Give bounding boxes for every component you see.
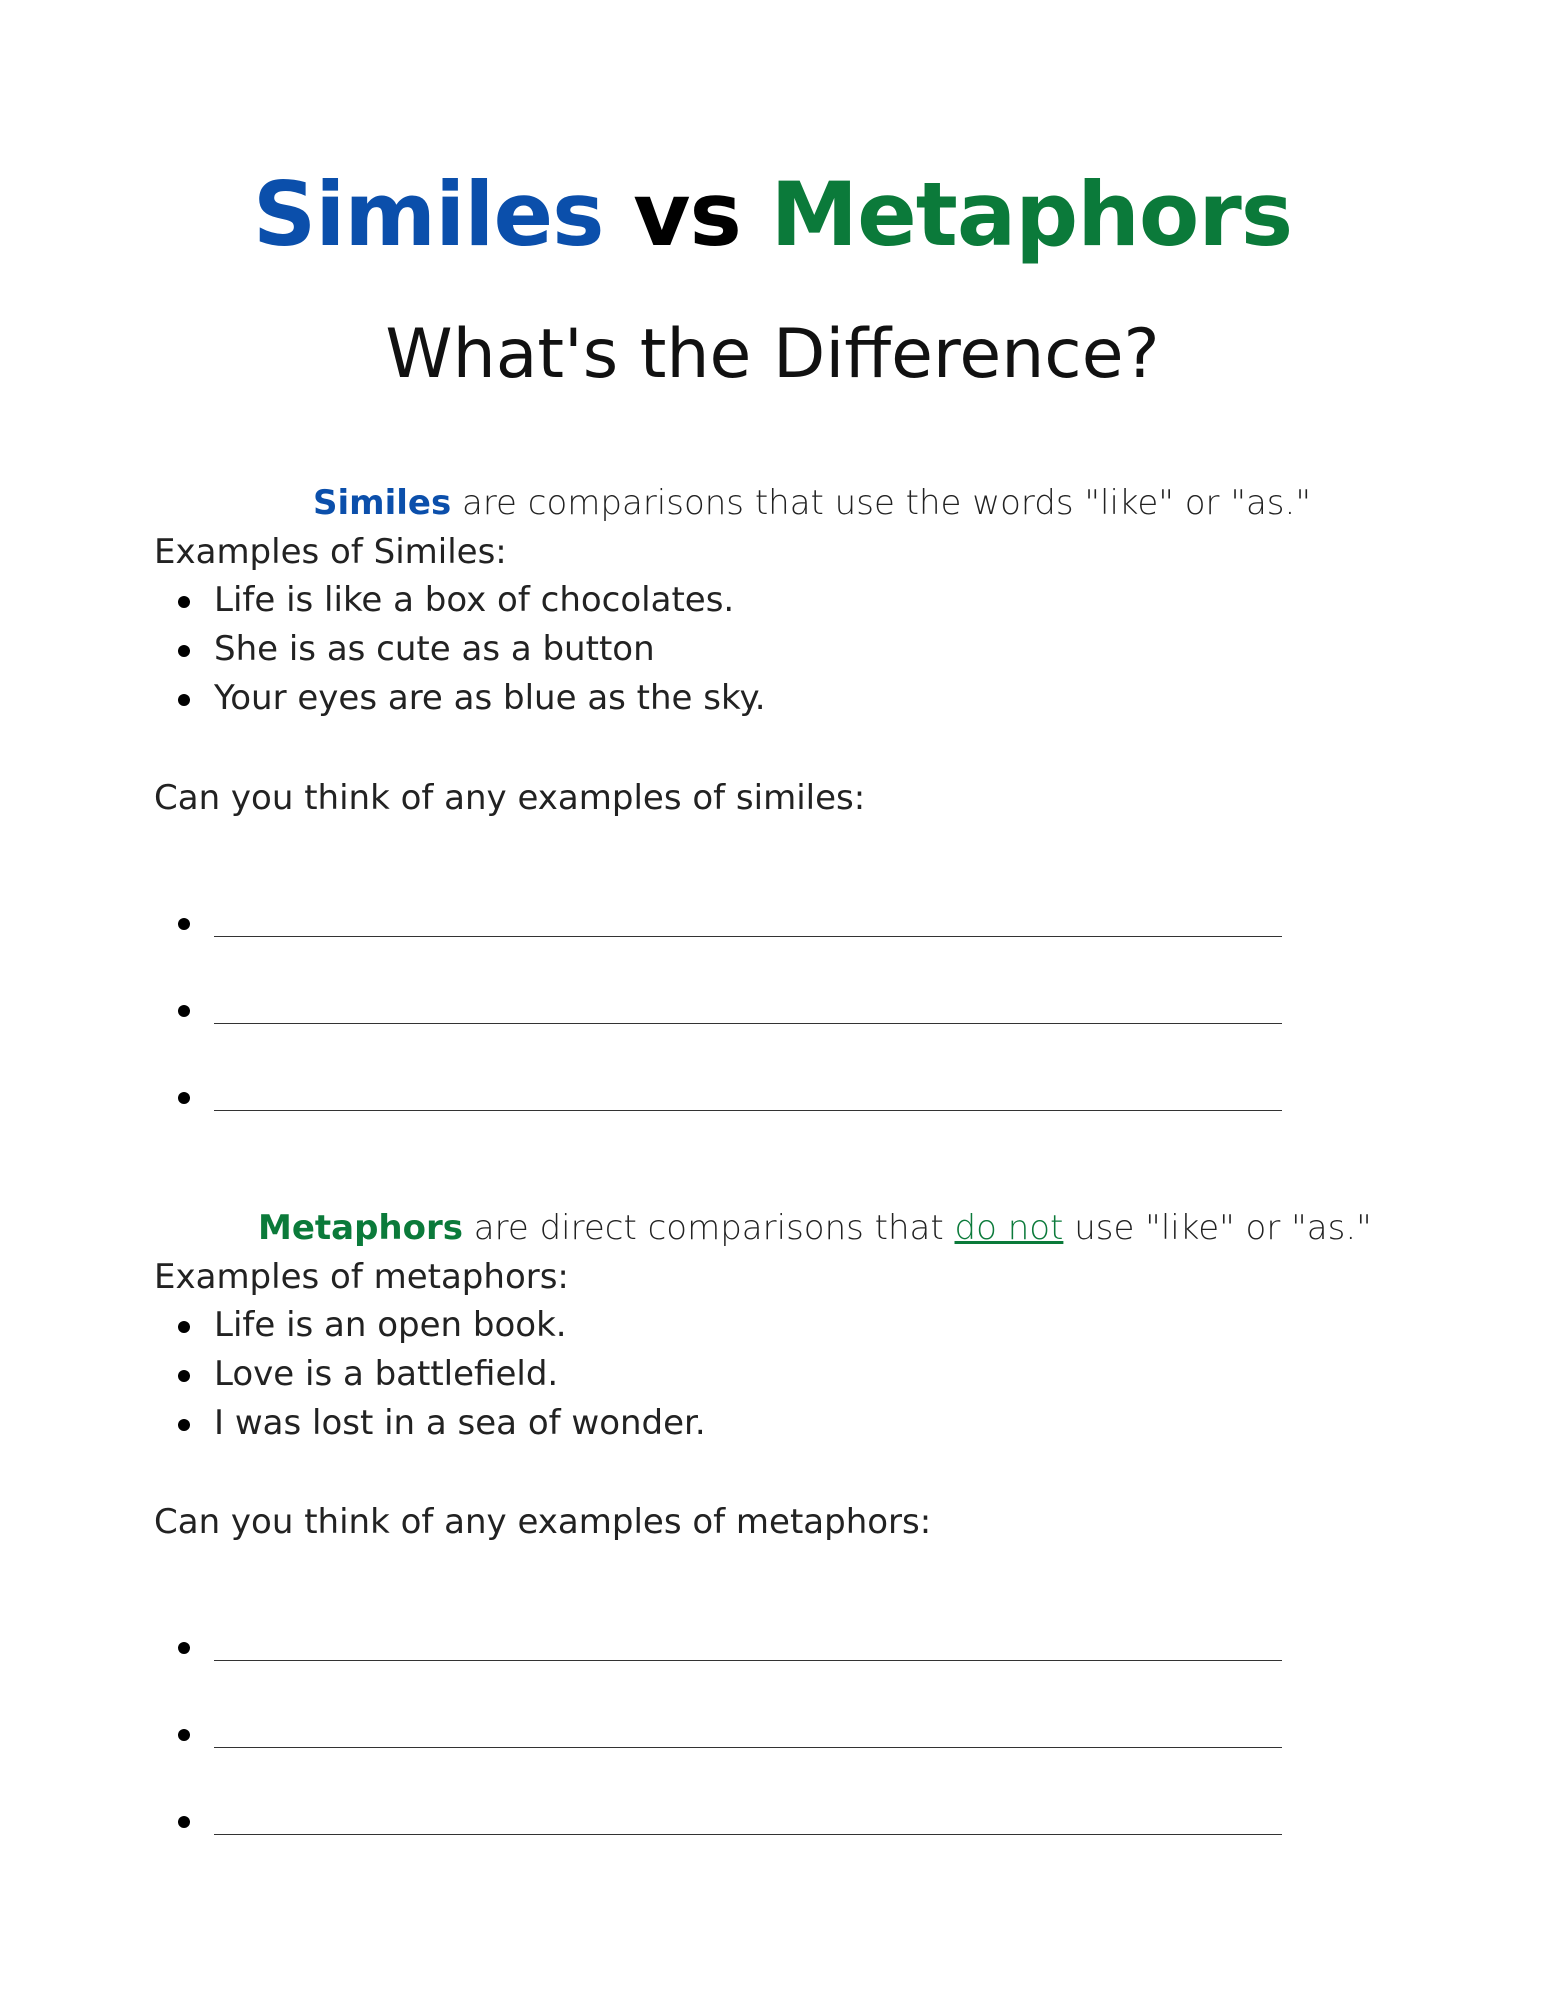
similes-examples-label: Examples of Similes: [154,532,507,572]
similes-definition-text: are comparisons that use the words "like" or "as." [451,483,1311,523]
list-item: Life is an open book. [154,1301,706,1350]
bullet-icon [178,1005,190,1017]
list-item: She is as cute as a button [154,625,766,674]
answer-line[interactable] [214,1023,1282,1024]
metaphors-examples-label: Examples of metaphors: [154,1257,569,1297]
metaphors-term: Metaphors [258,1208,463,1248]
bullet-icon [178,1642,190,1654]
answer-line[interactable] [214,1110,1282,1111]
title-vs: vs [633,163,741,266]
answer-line[interactable] [214,1747,1282,1748]
title-similes: Similes [252,163,604,266]
title-metaphors: Metaphors [770,163,1293,266]
list-item: I was lost in a sea of wonder. [154,1399,706,1448]
metaphors-emphasis-do-not: do not [954,1208,1064,1248]
answer-line[interactable] [214,1834,1282,1835]
similes-examples-list [154,576,766,723]
list-item: Life is like a box of chocolates. [154,576,766,625]
metaphors-definition-text-after: use "like" or "as." [1063,1208,1372,1248]
list-item: Your eyes are as blue as the sky. [154,674,766,723]
answer-line[interactable] [214,1660,1282,1661]
metaphors-definition-text-before: are direct comparisons that [463,1208,955,1248]
metaphors-definition [258,1203,1372,1253]
bullet-icon [178,1816,190,1828]
bullet-icon [178,1092,190,1104]
bullet-icon [178,1729,190,1741]
similes-term: Similes [313,483,452,523]
similes-prompt: Can you think of any examples of similes: [154,778,866,818]
metaphors-examples-list [154,1301,706,1448]
similes-definition [313,478,1311,528]
bullet-icon [178,918,190,930]
page-title [0,160,1545,270]
answer-line[interactable] [214,936,1282,937]
metaphors-prompt: Can you think of any examples of metaphors: [154,1502,932,1542]
list-item: Love is a battlefield. [154,1350,706,1399]
page-subtitle: What's the Difference? [385,315,1160,394]
